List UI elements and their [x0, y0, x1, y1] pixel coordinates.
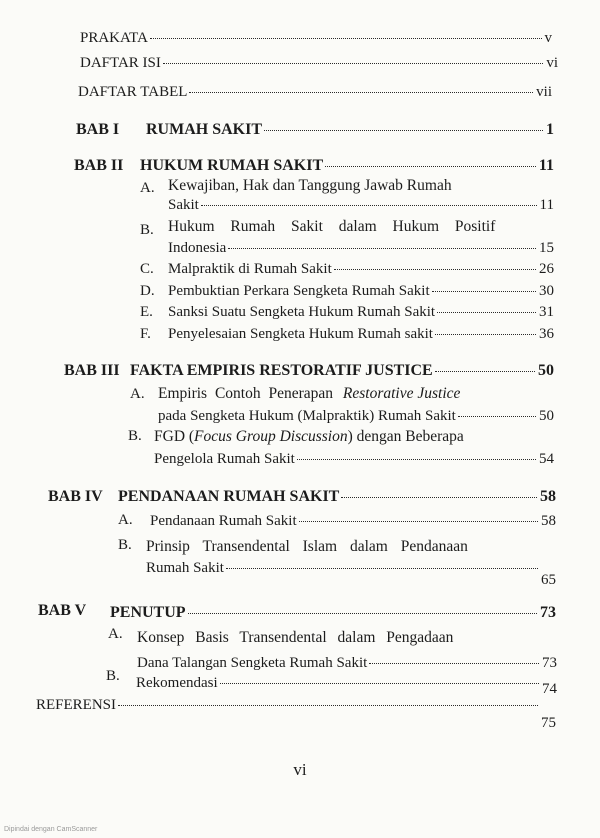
dot-leader — [118, 705, 538, 706]
toc-page-number: 54 — [539, 451, 554, 467]
section-letter: A. — [118, 512, 133, 528]
toc-entry-iii-a — [158, 408, 554, 425]
toc-label: PRAKATA — [80, 30, 148, 46]
toc-page-number: 15 — [539, 240, 554, 256]
section-title-cont: Indonesia — [168, 240, 227, 256]
chapter-number: BAB I — [76, 121, 120, 138]
section-title-line — [154, 428, 464, 446]
toc-page-number: v — [544, 30, 552, 46]
section-title: Hukum Rumah Sakit dalam Hukum Positif — [168, 218, 496, 235]
toc-page-number: 11 — [538, 157, 554, 174]
toc-entry-iv-a — [150, 513, 556, 530]
section-letter: E. — [140, 304, 153, 320]
dot-leader — [435, 334, 536, 335]
chapter-number: BAB II — [74, 157, 124, 174]
section-letter: B. — [128, 428, 142, 444]
section-title-italic: Focus Group Discussion — [194, 428, 348, 445]
dot-leader — [432, 291, 536, 292]
dot-leader — [435, 371, 535, 372]
chapter-title: FAKTA EMPIRIS RESTORATIF JUSTICE — [130, 362, 433, 379]
dot-leader — [334, 269, 536, 270]
toc-entry-iv-b — [146, 560, 556, 588]
scanner-watermark: Dipindai dengan CamScanner — [4, 826, 98, 833]
dot-leader — [437, 312, 536, 313]
toc-page-number: 26 — [539, 261, 554, 277]
section-title: Malpraktik di Rumah Sakit — [168, 261, 332, 277]
toc-entry-v-b — [136, 675, 557, 697]
dot-leader — [369, 663, 539, 664]
section-title-cont: Sakit — [168, 197, 199, 213]
dot-leader — [150, 38, 542, 39]
section-title: Konsep Basis Transendental dalam Pengadaan — [137, 629, 454, 646]
section-title: FGD ( — [154, 428, 195, 445]
toc-entry-iii-b — [154, 451, 554, 468]
toc-entry-ii-b — [168, 240, 554, 257]
section-title: Empiris Contoh Penerapan — [158, 385, 334, 402]
section-letter: C. — [140, 261, 154, 277]
toc-page-number: vii — [536, 84, 552, 100]
toc-entry-ii-e — [168, 304, 554, 321]
toc-page-number: 58 — [541, 513, 556, 529]
toc-page-number: 1 — [546, 121, 554, 138]
section-title: Rekomendasi — [136, 675, 218, 691]
section-title-line — [146, 538, 468, 556]
section-title-cont: pada Sengketa Hukum (Malpraktik) Rumah Sakit — [158, 408, 456, 424]
toc-entry-ii-d — [168, 283, 554, 300]
section-letter: B. — [140, 222, 154, 238]
dot-leader — [220, 683, 539, 684]
toc-entry-referensi — [36, 697, 556, 731]
toc-entry-ii-f — [168, 326, 554, 343]
section-title: Prinsip Transendental Islam dalam Pendanaan — [146, 538, 468, 555]
dot-leader — [228, 248, 536, 249]
section-title-line — [137, 629, 453, 647]
section-letter: B. — [106, 668, 120, 684]
toc-page-number: 31 — [539, 304, 554, 320]
section-title: Kewajiban, Hak dan Tanggung Jawab Rumah — [168, 177, 452, 194]
section-title-italic: Restorative Justice — [342, 385, 461, 402]
toc-entry-bab-iii — [130, 362, 554, 380]
section-letter: A. — [108, 626, 123, 642]
dot-leader — [297, 459, 536, 460]
dot-leader — [226, 568, 538, 569]
toc-page-number: 50 — [539, 408, 554, 424]
chapter-title: PENUTUP — [110, 604, 186, 621]
toc-entry-bab-ii — [140, 157, 554, 175]
section-letter: D. — [140, 283, 155, 299]
section-title: Penyelesaian Sengketa Hukum Rumah sakit — [168, 326, 433, 342]
toc-entry-ii-c — [168, 261, 554, 278]
toc-label: DAFTAR ISI — [80, 55, 161, 71]
page-number-footer: vi — [293, 760, 307, 779]
toc-entry-bab-i — [146, 121, 554, 139]
toc-page-number: 73 — [540, 604, 556, 621]
chapter-title: RUMAH SAKIT — [146, 121, 263, 138]
dot-leader — [325, 166, 536, 167]
toc-entry-prakata — [80, 30, 552, 47]
toc-entry-bab-iv — [118, 488, 556, 506]
chapter-number: BAB IV — [48, 488, 103, 505]
section-title: Pembuktian Perkara Sengketa Rumah Sakit — [168, 283, 430, 299]
dot-leader — [188, 613, 537, 614]
section-title-cont: Dana Talangan Sengketa Rumah Sakit — [137, 655, 368, 671]
toc-page-number: vi — [546, 55, 558, 71]
toc-page-number: 73 — [542, 655, 557, 671]
dot-leader — [264, 130, 543, 131]
section-title: Sanksi Suatu Sengketa Hukum Rumah Sakit — [168, 304, 436, 320]
section-title-line — [168, 218, 506, 236]
section-letter: A. — [130, 386, 145, 402]
toc-page-number: 11 — [539, 197, 554, 213]
dot-leader — [189, 92, 533, 93]
dot-leader — [458, 416, 536, 417]
toc-page-number: 30 — [539, 283, 554, 299]
toc-entry-v-a — [137, 655, 557, 672]
section-letter: F. — [140, 326, 151, 342]
dot-leader — [201, 205, 537, 206]
dot-leader — [299, 521, 538, 522]
chapter-number: BAB V — [38, 602, 87, 619]
chapter-title: HUKUM RUMAH SAKIT — [140, 157, 324, 174]
section-title-cont: Pengelola Rumah Sakit — [154, 451, 295, 467]
dot-leader — [341, 497, 537, 498]
dot-leader — [163, 63, 543, 64]
toc-entry-ii-a — [168, 197, 554, 214]
section-letter: A. — [140, 180, 155, 196]
toc-page-number: 75 — [541, 715, 556, 731]
section-title-rest: ) dengan Beberapa — [347, 428, 464, 445]
toc-page-number: 36 — [539, 326, 554, 342]
toc-page-number: 65 — [541, 572, 556, 588]
section-title-line — [158, 385, 460, 403]
chapter-number: BAB III — [64, 362, 120, 379]
section-title: Pendanaan Rumah Sakit — [150, 513, 297, 529]
toc-entry-daftar-isi — [80, 55, 558, 72]
toc-label: REFERENSI — [36, 697, 117, 713]
toc-label: DAFTAR TABEL — [78, 84, 188, 100]
toc-page-number: 74 — [542, 681, 557, 697]
toc-page-number: 58 — [540, 488, 556, 505]
section-title-line — [168, 177, 505, 195]
section-letter: B. — [118, 537, 132, 553]
toc-entry-bab-v — [110, 604, 556, 622]
chapter-title: PENDANAAN RUMAH SAKIT — [118, 488, 340, 505]
toc-entry-daftar-tabel — [78, 84, 552, 101]
toc-page-number: 50 — [538, 362, 554, 379]
section-title-cont: Rumah Sakit — [146, 560, 224, 576]
